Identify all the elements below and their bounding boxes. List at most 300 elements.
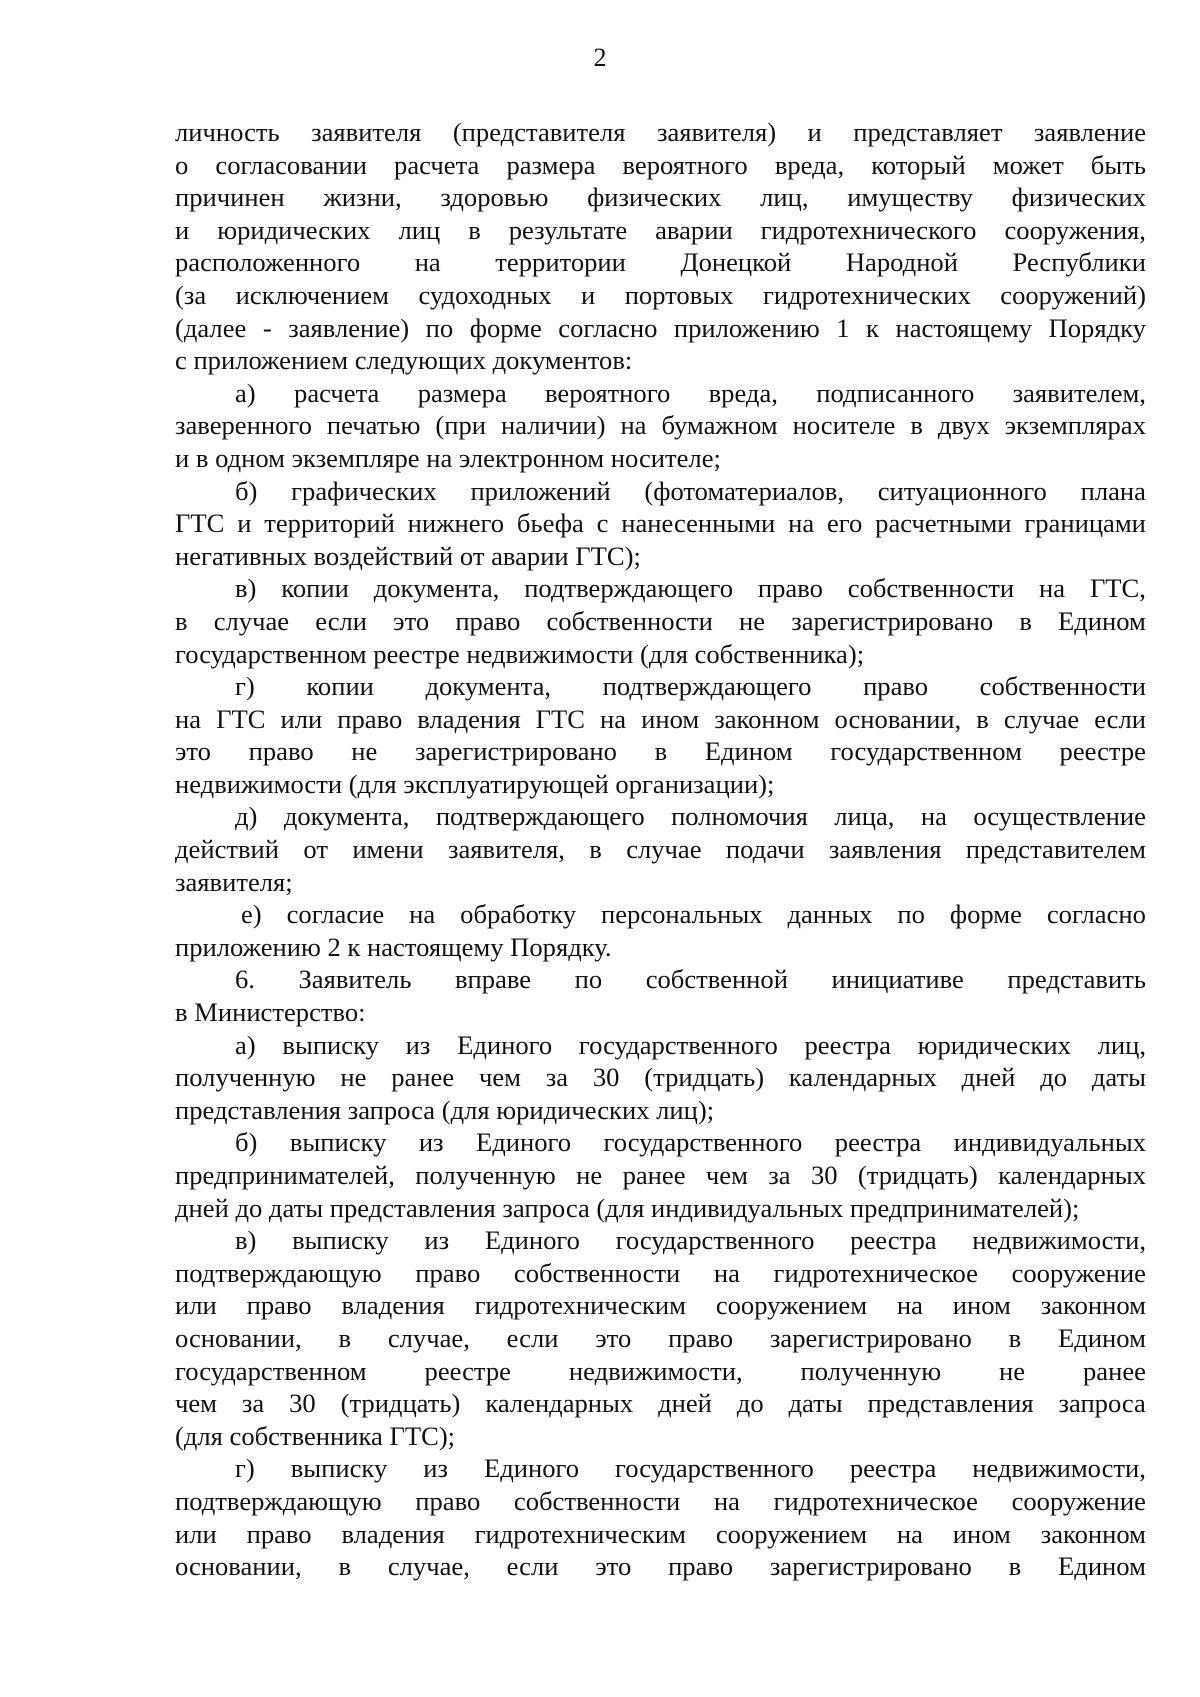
word: (фотоматериалов, <box>644 475 844 506</box>
word: право <box>668 1551 734 1582</box>
word: юридических <box>917 1029 1071 1060</box>
word: по <box>425 312 454 343</box>
word: представляет <box>853 117 1003 147</box>
text-line <box>175 1485 1146 1518</box>
word: вреда, <box>774 149 845 180</box>
word: подтверждающего <box>602 671 812 702</box>
word: согласно <box>558 312 658 343</box>
word: законном <box>714 703 820 734</box>
text-line <box>175 1518 1146 1551</box>
word: (тридцать) <box>340 1388 461 1419</box>
word: полученную <box>800 1355 942 1386</box>
word: государственного <box>615 1453 814 1484</box>
word: в) <box>235 573 257 604</box>
word: подтверждающего <box>435 801 645 832</box>
word: ГТС <box>535 703 585 734</box>
word: копии <box>281 573 349 604</box>
word: ином <box>952 1518 1011 1549</box>
word: лица, <box>834 801 895 832</box>
word: может <box>992 149 1064 180</box>
word: Едином <box>1058 1322 1146 1353</box>
word: а) <box>235 1029 256 1060</box>
word: приложению <box>673 312 820 343</box>
word: сооружение <box>1011 1485 1146 1516</box>
word: расчета <box>394 149 480 180</box>
word: государственного <box>615 1225 815 1256</box>
word: от <box>303 834 328 865</box>
word: Республики <box>1012 247 1146 278</box>
word: физических <box>587 182 722 213</box>
word: право <box>757 573 823 604</box>
text-line <box>175 214 1146 247</box>
word: в <box>1008 1551 1022 1582</box>
word: государственного <box>578 1029 778 1060</box>
word: имуществу <box>847 182 973 213</box>
word: дней <box>658 1388 712 1419</box>
word: или <box>175 1518 217 1549</box>
word: на <box>414 247 441 278</box>
text-line: заявителя; <box>175 866 293 897</box>
word: заявителя <box>311 117 422 147</box>
word: или <box>280 703 323 734</box>
word: графических <box>291 475 437 506</box>
text-line <box>175 605 1146 638</box>
word: по <box>897 899 925 930</box>
word: и <box>175 214 190 245</box>
word: недвижимости, <box>972 1225 1146 1256</box>
word: портовых <box>624 279 734 310</box>
word: гидротехническим <box>474 1518 686 1549</box>
word: собственности <box>979 671 1146 702</box>
word: это <box>595 1322 632 1353</box>
word: право <box>246 1290 312 1321</box>
word: календарных <box>485 1388 634 1419</box>
word: случае <box>213 605 290 636</box>
word: владения <box>341 1290 445 1321</box>
word: территорий <box>264 508 395 539</box>
word: сооружений) <box>1000 279 1146 310</box>
word: в <box>910 410 923 441</box>
page-number: 2 <box>593 43 607 72</box>
word: форме <box>949 899 1022 930</box>
word: заявление <box>1033 117 1146 147</box>
word: собственности <box>513 1257 681 1288</box>
word: вреда, <box>708 377 778 408</box>
word: заявителя) <box>656 117 777 147</box>
word: это <box>595 1551 632 1582</box>
word: собственности <box>546 605 713 636</box>
word: физических <box>1011 182 1146 213</box>
word: право <box>248 736 314 767</box>
word: а) <box>235 377 256 408</box>
word: на <box>788 508 815 539</box>
word: сооружением <box>715 1518 868 1549</box>
word: из <box>405 1029 431 1060</box>
word: зарегистрировано <box>769 1551 972 1582</box>
word: нанесенными <box>621 508 776 539</box>
word: г) <box>235 671 255 702</box>
word: это <box>393 605 430 636</box>
word: гидротехническим <box>474 1290 686 1321</box>
word: б) <box>235 475 258 506</box>
text-line <box>175 279 1146 312</box>
word: в <box>1019 605 1032 636</box>
word: основании, <box>834 703 962 734</box>
word: данных <box>787 899 873 930</box>
word: быть <box>1090 149 1146 180</box>
word: ином <box>952 1290 1011 1321</box>
word: государственном <box>830 736 1022 767</box>
word: в <box>654 736 668 767</box>
word: аварии <box>655 214 733 245</box>
word: лиц <box>398 214 441 245</box>
text-line <box>175 409 1146 442</box>
word: лиц, <box>1097 1029 1146 1060</box>
word: выписку <box>289 1127 387 1158</box>
text-line <box>175 963 1146 996</box>
word: приложений <box>470 475 611 506</box>
word: до <box>1040 1062 1068 1093</box>
word: е) <box>241 899 262 930</box>
word: реестра <box>834 1127 922 1158</box>
word: право <box>668 1322 734 1353</box>
text-line <box>175 116 1146 149</box>
text-line <box>175 1289 1146 1322</box>
word: сооружения, <box>1004 214 1146 245</box>
text-line <box>175 1126 1146 1159</box>
word: размера <box>417 377 507 408</box>
word: даты <box>788 1388 843 1419</box>
word: заявителя, <box>448 834 565 865</box>
text-line <box>175 1387 1146 1420</box>
word: на <box>1039 573 1066 604</box>
word: не <box>738 605 766 636</box>
word: документа, <box>283 801 410 832</box>
word: личность <box>175 117 280 147</box>
word: гидротехнического <box>760 214 977 245</box>
word: из <box>418 1127 444 1158</box>
word: случае <box>626 834 702 865</box>
word: реестре <box>1059 736 1146 767</box>
word: владения <box>341 1518 445 1549</box>
word: с <box>596 508 609 539</box>
word: календарных <box>998 1160 1146 1190</box>
word: подписанного <box>816 377 975 408</box>
word: если <box>506 1551 559 1582</box>
word: границами <box>1024 508 1146 539</box>
word: наличии) <box>500 410 606 441</box>
word: на <box>896 1290 923 1321</box>
word: гидротехническое <box>773 1257 978 1288</box>
text-line <box>175 703 1146 736</box>
text-line <box>175 1355 1146 1388</box>
word: согласно <box>1046 899 1146 930</box>
word: ГТС <box>216 703 266 734</box>
word: чем <box>478 1062 521 1093</box>
word: Донецкой <box>680 247 792 278</box>
word: на <box>896 1518 923 1549</box>
word: Единого <box>483 1453 580 1484</box>
word: ситуационного <box>877 475 1047 506</box>
word: Народной <box>845 247 958 278</box>
word: индивидуальных <box>953 1127 1146 1158</box>
word: 1 <box>836 312 850 343</box>
word: ранее <box>622 1160 686 1190</box>
word: здоровью <box>440 182 549 213</box>
word: лиц, <box>760 182 809 213</box>
text-line <box>175 312 1146 345</box>
text-line <box>175 1224 1146 1257</box>
word: за <box>241 1388 265 1419</box>
word: или <box>175 1290 217 1321</box>
word: основании, <box>175 1322 302 1353</box>
word: Едином <box>704 736 793 767</box>
word: государственном <box>175 1355 367 1386</box>
text-line <box>175 1029 1146 1062</box>
word: плана <box>1080 475 1146 506</box>
word: копии <box>306 671 374 702</box>
word: случае, <box>387 1551 470 1582</box>
word: недвижимости, <box>972 1453 1146 1484</box>
word: заверенного <box>175 410 312 441</box>
word: случае, <box>387 1322 470 1353</box>
word: представителем <box>965 834 1146 865</box>
word: вероятного <box>545 377 671 408</box>
word: государственного <box>603 1127 803 1158</box>
text-line: представления запроса (для юридических лиц); <box>175 1094 715 1125</box>
word: даты <box>1091 1062 1146 1093</box>
text-line: приложению 2 к настоящему Порядку. <box>175 931 612 962</box>
word: печатью <box>326 410 421 441</box>
text-line <box>175 735 1146 768</box>
word: зарегистрировано <box>791 605 994 636</box>
word: чем <box>705 1160 748 1190</box>
word: (представителя <box>452 117 626 147</box>
text-line <box>175 181 1146 214</box>
word: на <box>175 703 202 734</box>
word: на <box>713 1257 740 1288</box>
word: экземплярах <box>1004 410 1146 441</box>
word: к <box>866 312 879 343</box>
text-line <box>175 898 1146 931</box>
word: документа, <box>425 671 552 702</box>
word: - <box>262 312 272 343</box>
text-line <box>175 833 1146 866</box>
word: по <box>574 964 603 995</box>
word: собственности <box>513 1485 681 1516</box>
word: реестре <box>424 1355 511 1386</box>
word: г) <box>235 1453 255 1484</box>
word: размера <box>506 149 596 180</box>
word: не <box>576 1160 603 1190</box>
word: заявителем, <box>1012 377 1146 408</box>
word: в) <box>235 1225 257 1256</box>
word: представить <box>1007 964 1146 995</box>
word: сооружением <box>715 1290 868 1321</box>
word: исключением <box>235 279 390 310</box>
word: право <box>415 1257 481 1288</box>
word: (тридцать) <box>857 1160 978 1190</box>
word: если <box>315 605 368 636</box>
word: на <box>713 1485 740 1516</box>
text-line <box>175 1322 1146 1355</box>
word: и <box>580 279 596 310</box>
text-line <box>175 246 1146 279</box>
text-line <box>175 1550 1146 1583</box>
word: вправе <box>455 964 532 995</box>
text-line: недвижимости (для эксплуатирующей организации); <box>175 768 775 799</box>
word: 30 <box>592 1062 620 1093</box>
word: заявление) <box>288 312 410 343</box>
word: расположенного <box>175 247 361 278</box>
word: не <box>351 736 378 767</box>
text-line: дней до даты представления запроса (для индивидуальных предпринимателей); <box>175 1192 1080 1223</box>
word: подтверждающую <box>175 1257 382 1288</box>
text-line <box>175 149 1146 182</box>
word: гидротехнических <box>762 279 971 310</box>
word: бумажном <box>661 410 778 441</box>
word: реестра <box>850 1225 937 1256</box>
word: (тридцать) <box>644 1062 765 1093</box>
word: в <box>338 1322 352 1353</box>
word: выписку <box>282 1029 379 1060</box>
word: представления <box>867 1388 1034 1419</box>
word: из <box>423 1453 448 1484</box>
text-line <box>175 572 1146 605</box>
text-line <box>175 1452 1146 1485</box>
word: Единого <box>476 1127 572 1158</box>
word: и <box>237 508 252 539</box>
word: 30 <box>810 1160 838 1190</box>
document-body <box>175 116 1146 1583</box>
word: носителе <box>792 410 896 441</box>
word: полномочия <box>671 801 808 832</box>
word: законном <box>1040 1518 1146 1549</box>
word: в <box>1008 1322 1022 1353</box>
word: юридических <box>217 214 371 245</box>
word: подтверждающую <box>175 1485 382 1516</box>
word: судоходных <box>418 279 552 310</box>
word: действий <box>175 834 280 865</box>
word: 6. <box>235 964 255 995</box>
word: ранее <box>1082 1355 1146 1386</box>
word: результате <box>508 214 628 245</box>
word: заявления <box>828 834 942 865</box>
word: Единого <box>457 1029 553 1060</box>
text-line <box>175 670 1146 703</box>
word: собственности <box>847 573 1015 604</box>
text-line <box>175 1159 1146 1192</box>
word: ГТС <box>175 508 225 539</box>
word: ранее <box>391 1062 455 1093</box>
word: форме <box>469 312 542 343</box>
text-line: государственном реестре недвижимости (для собственника); <box>175 638 865 669</box>
word: инициативе <box>831 964 964 995</box>
word: предпринимателей, <box>175 1160 395 1190</box>
word: на <box>620 410 647 441</box>
text-line: с приложением следующих документов: <box>175 345 633 376</box>
text-line: и в одном экземпляре на электронном носителе; <box>175 442 721 473</box>
word: Единого <box>484 1225 580 1256</box>
word: двух <box>937 410 990 441</box>
word: ГТС, <box>1089 573 1146 604</box>
text-line: (для собственника ГТС); <box>175 1420 456 1451</box>
word: в <box>589 834 602 865</box>
word: б) <box>235 1127 258 1158</box>
word: основании, <box>175 1551 302 1582</box>
word: не <box>340 1062 367 1093</box>
word: который <box>871 149 966 180</box>
word: календарных <box>788 1062 937 1093</box>
word: выписку <box>292 1225 389 1256</box>
word: в <box>338 1551 352 1582</box>
word: расчетными <box>875 508 1012 539</box>
word: (за <box>175 279 207 310</box>
word: владения <box>417 703 521 734</box>
word: выписку <box>290 1453 388 1484</box>
word: подачи <box>725 834 805 865</box>
word: документа, <box>373 573 500 604</box>
word: право <box>415 1485 481 1516</box>
text-line <box>175 1061 1146 1094</box>
word: право <box>455 605 521 636</box>
word: не <box>999 1355 1026 1386</box>
word: дней <box>961 1062 1016 1093</box>
word: в <box>175 605 188 636</box>
word: и <box>807 117 822 147</box>
word: расчета <box>294 377 380 408</box>
word: из <box>424 1225 450 1256</box>
word: полученную <box>415 1160 556 1190</box>
word: реестра <box>804 1029 891 1060</box>
word: ином <box>641 703 700 734</box>
word: до <box>736 1388 764 1419</box>
word: д) <box>235 801 258 832</box>
word: обработку <box>460 899 577 930</box>
word: подтверждающего <box>524 573 734 604</box>
word: за <box>768 1160 791 1190</box>
word: зарегистрировано <box>414 736 617 767</box>
word: (далее <box>175 312 247 343</box>
text-line <box>175 507 1146 540</box>
text-line <box>175 377 1146 410</box>
word: на <box>409 899 436 930</box>
word: гидротехническое <box>773 1485 978 1516</box>
word: если <box>1094 703 1146 734</box>
word: Едином <box>1058 1551 1146 1582</box>
word: жизни, <box>323 182 402 213</box>
text-line <box>175 475 1146 508</box>
text-line: негативных воздействий от аварии ГТС); <box>175 540 641 571</box>
text-line <box>175 1257 1146 1290</box>
word: реестра <box>849 1453 937 1484</box>
word: если <box>506 1322 559 1353</box>
word: полученную <box>175 1062 316 1093</box>
word: собственной <box>645 964 788 995</box>
word: настоящему <box>895 312 1033 343</box>
word: на <box>920 801 947 832</box>
word: право <box>863 671 929 702</box>
word: чем <box>175 1388 218 1419</box>
word: запроса <box>1058 1388 1146 1419</box>
word: согласие <box>286 899 385 930</box>
word: осуществление <box>973 801 1146 832</box>
word: в <box>468 214 481 245</box>
word: 30 <box>289 1388 316 1419</box>
word: право <box>337 703 403 734</box>
word: причинен <box>175 182 285 213</box>
word: имени <box>352 834 424 865</box>
